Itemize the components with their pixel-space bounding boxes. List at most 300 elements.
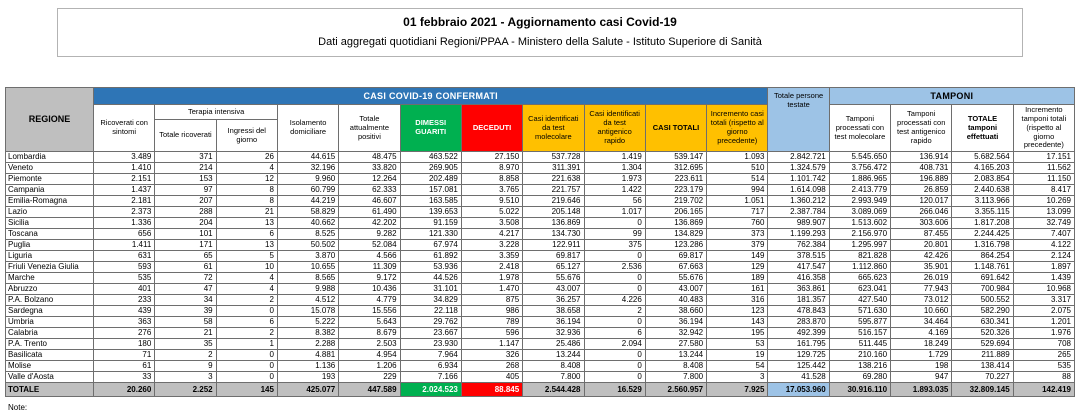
value-cell: 665.623 [829,273,890,284]
column-header-casi-molecolare: Casi identificati da test molecolare [523,105,584,152]
value-cell: 15.556 [339,306,400,317]
value-cell: 312.695 [645,163,706,174]
value-cell: 2 [216,328,277,339]
value-cell: 153 [155,174,216,185]
value-cell: 408.731 [891,163,952,174]
value-cell: 10.968 [1013,284,1074,295]
value-cell: 9.282 [339,229,400,240]
column-header-casi-totali: CASI TOTALI [645,105,706,152]
value-cell: 1.148.761 [952,262,1013,273]
value-cell: 61 [155,262,216,273]
value-cell: 138.216 [829,361,890,372]
value-cell: 27.580 [645,339,706,350]
value-cell: 7.925 [707,383,768,397]
value-cell: 73.012 [891,295,952,306]
value-cell: 1.295.997 [829,240,890,251]
value-cell: 593 [94,262,155,273]
value-cell: 7.166 [400,372,461,383]
table-row [6,207,1075,218]
value-cell: 171 [155,240,216,251]
value-cell: 416.358 [768,273,829,284]
value-cell: 58.829 [277,207,338,218]
table-row [6,163,1075,174]
value-cell: 20.260 [94,383,155,397]
value-cell: 11.309 [339,262,400,273]
value-cell: 65 [155,251,216,262]
value-cell: 69.280 [829,372,890,383]
value-cell: 120.017 [891,196,952,207]
value-cell: 700.984 [952,284,1013,295]
region-cell: P.A. Trento [6,339,94,350]
value-cell: 4.512 [277,295,338,306]
value-cell: 2.181 [94,196,155,207]
value-cell: 40.662 [277,218,338,229]
value-cell: 5.643 [339,317,400,328]
value-cell: 43.007 [645,284,706,295]
table-row [6,174,1075,185]
value-cell: 2.993.949 [829,196,890,207]
value-cell: 0 [584,317,645,328]
value-cell: 26.019 [891,273,952,284]
region-cell: P.A. Bolzano [6,295,94,306]
value-cell: 5 [216,251,277,262]
value-cell: 511.445 [829,339,890,350]
region-cell: Friuli Venezia Giulia [6,262,94,273]
value-cell: 88.845 [461,383,522,397]
value-cell: 53 [707,339,768,350]
value-cell: 55.676 [523,273,584,284]
value-cell: 630.341 [952,317,1013,328]
value-cell: 161 [707,284,768,295]
value-cell: 7.800 [645,372,706,383]
column-header-regione: REGIONE [6,88,94,152]
value-cell: 206.165 [645,207,706,218]
value-cell: 8 [216,185,277,196]
value-cell: 371 [155,152,216,163]
value-cell: 31.101 [400,284,461,295]
region-cell: TOTALE [6,383,94,397]
table-row [6,152,1075,163]
column-header-incremento-tamponi: Incremento tamponi totali (rispetto al giorno precedente) [1013,105,1074,152]
value-cell: 34 [155,295,216,306]
value-cell: 22.118 [400,306,461,317]
value-cell: 13 [216,218,277,229]
value-cell: 762.384 [768,240,829,251]
value-cell: 17.151 [1013,152,1074,163]
value-cell: 875 [461,295,522,306]
region-cell: Molise [6,361,94,372]
table-row [6,317,1075,328]
report-title: 01 febbraio 2021 - Aggiornamento casi Covid-19 [403,15,677,29]
value-cell: 2.544.428 [523,383,584,397]
column-header-tamponi-antigenico: Tamponi processati con test antigenico rapido [891,105,952,152]
value-cell: 29.762 [400,317,461,328]
value-cell: 401 [94,284,155,295]
column-header-dimessi-guariti: DIMESSI GUARITI [400,105,461,152]
value-cell: 3.355.115 [952,207,1013,218]
value-cell: 195 [707,328,768,339]
value-cell: 7.800 [523,372,584,383]
value-cell: 121.330 [400,229,461,240]
value-cell: 266.046 [891,207,952,218]
value-cell: 32.809.145 [952,383,1013,397]
value-cell: 61.490 [339,207,400,218]
value-cell: 50.502 [277,240,338,251]
value-cell: 8.417 [1013,185,1074,196]
group-header-tamponi: TAMPONI [829,88,1074,105]
value-cell: 6 [216,229,277,240]
value-cell: 221.638 [523,174,584,185]
value-cell: 67.974 [400,240,461,251]
value-cell: 4.217 [461,229,522,240]
value-cell: 2.503 [339,339,400,350]
value-cell: 0 [584,350,645,361]
value-cell: 316 [707,295,768,306]
value-cell: 514 [707,174,768,185]
value-cell: 265 [1013,350,1074,361]
region-cell: Piemonte [6,174,94,185]
value-cell: 44.615 [277,152,338,163]
value-cell: 1.419 [584,152,645,163]
value-cell: 42.426 [891,251,952,262]
value-cell: 0 [216,361,277,372]
value-cell: 3.756.472 [829,163,890,174]
column-header-isolamento-domiciliare: Isolamento domiciliare [277,105,338,152]
value-cell: 1.324.579 [768,163,829,174]
table-row [6,229,1075,240]
value-cell: 211.889 [952,350,1013,361]
value-cell: 58 [155,317,216,328]
value-cell: 61 [94,361,155,372]
value-cell: 4.881 [277,350,338,361]
value-cell: 1.886.965 [829,174,890,185]
value-cell: 125.442 [768,361,829,372]
value-cell: 3.317 [1013,295,1074,306]
report-header [57,8,1023,57]
value-cell: 0 [216,306,277,317]
value-cell: 3 [155,372,216,383]
value-cell: 4.169 [891,328,952,339]
value-cell: 2.288 [277,339,338,350]
value-cell: 8.565 [277,273,338,284]
value-cell: 42.202 [339,218,400,229]
value-cell: 789 [461,317,522,328]
value-cell: 210.160 [829,350,890,361]
value-cell: 994 [707,185,768,196]
value-cell: 20.801 [891,240,952,251]
value-cell: 38.658 [523,306,584,317]
value-cell: 3.228 [461,240,522,251]
table-row [6,284,1075,295]
value-cell: 1.817.208 [952,218,1013,229]
value-cell: 691.642 [952,273,1013,284]
value-cell: 53.936 [400,262,461,273]
value-cell: 38.660 [645,306,706,317]
value-cell: 99 [584,229,645,240]
value-cell: 864.254 [952,251,1013,262]
value-cell: 43.007 [523,284,584,295]
value-cell: 510 [707,163,768,174]
value-cell: 180 [94,339,155,350]
value-cell: 219.646 [523,196,584,207]
value-cell: 143 [707,317,768,328]
value-cell: 40.483 [645,295,706,306]
value-cell: 1.513.602 [829,218,890,229]
value-cell: 163.585 [400,196,461,207]
value-cell: 3.113.966 [952,196,1013,207]
covid-table [5,87,1075,397]
value-cell: 8.525 [277,229,338,240]
value-cell: 32.196 [277,163,338,174]
value-cell: 2.156.970 [829,229,890,240]
value-cell: 35.901 [891,262,952,273]
value-cell: 134.730 [523,229,584,240]
value-cell: 571.630 [829,306,890,317]
value-cell: 26 [216,152,277,163]
value-cell: 2.536 [584,262,645,273]
table-row [6,361,1075,372]
value-cell: 947 [891,372,952,383]
value-cell: 478.843 [768,306,829,317]
value-cell: 204 [155,218,216,229]
value-cell: 10.655 [277,262,338,273]
value-cell: 2.418 [461,262,522,273]
value-cell: 30.916.110 [829,383,890,397]
value-cell: 6.934 [400,361,461,372]
value-cell: 35 [155,339,216,350]
value-cell: 0 [584,284,645,295]
value-cell: 181.357 [768,295,829,306]
value-cell: 3 [707,372,768,383]
value-cell: 46.607 [339,196,400,207]
region-cell: Lazio [6,207,94,218]
table-row [6,185,1075,196]
value-cell: 631 [94,251,155,262]
value-cell: 55.676 [645,273,706,284]
value-cell: 492.399 [768,328,829,339]
value-cell: 136.869 [523,218,584,229]
table-row [6,339,1075,350]
value-cell: 233 [94,295,155,306]
value-cell: 3.089.069 [829,207,890,218]
value-cell: 136.914 [891,152,952,163]
table-row [6,350,1075,361]
table-row [6,273,1075,284]
value-cell: 989.907 [768,218,829,229]
value-cell: 5.682.564 [952,152,1013,163]
value-cell: 7.407 [1013,229,1074,240]
region-cell: Lombardia [6,152,94,163]
value-cell: 283.870 [768,317,829,328]
region-cell: Abruzzo [6,284,94,295]
value-cell: 1.206 [339,361,400,372]
value-cell: 417.547 [768,262,829,273]
value-cell: 0 [584,372,645,383]
value-cell: 4 [216,163,277,174]
table-row [6,372,1075,383]
value-cell: 2.244.425 [952,229,1013,240]
value-cell: 56 [584,196,645,207]
value-cell: 3.870 [277,251,338,262]
value-cell: 8.382 [277,328,338,339]
value-cell: 1.316.798 [952,240,1013,251]
value-cell: 4.165.203 [952,163,1013,174]
group-header-casi-confermati: CASI COVID-19 CONFERMATI [94,88,768,105]
value-cell: 2.151 [94,174,155,185]
value-cell: 4.566 [339,251,400,262]
value-cell: 13 [216,240,277,251]
value-cell: 1 [216,339,277,350]
value-cell: 54 [707,361,768,372]
value-cell: 2.387.784 [768,207,829,218]
value-cell: 60.799 [277,185,338,196]
value-cell: 1.897 [1013,262,1074,273]
note-label: Note: [8,403,28,413]
value-cell: 1.422 [584,185,645,196]
value-cell: 23.930 [400,339,461,350]
value-cell: 3.359 [461,251,522,262]
value-cell: 1.978 [461,273,522,284]
value-cell: 268 [461,361,522,372]
value-cell: 4.122 [1013,240,1074,251]
value-cell: 986 [461,306,522,317]
value-cell: 4 [216,284,277,295]
value-cell: 138.414 [952,361,1013,372]
value-cell: 4 [216,273,277,284]
value-cell: 34.464 [891,317,952,328]
value-cell: 595.877 [829,317,890,328]
value-cell: 1.976 [1013,328,1074,339]
value-cell: 139.653 [400,207,461,218]
value-cell: 27.150 [461,152,522,163]
value-cell: 5.022 [461,207,522,218]
value-cell: 311.391 [523,163,584,174]
value-cell: 97 [155,185,216,196]
table-row [6,328,1075,339]
table-row [6,306,1075,317]
value-cell: 2.252 [155,383,216,397]
value-cell: 36.194 [645,317,706,328]
value-cell: 760 [707,218,768,229]
value-cell: 427.540 [829,295,890,306]
value-cell: 13.244 [645,350,706,361]
value-cell: 535 [94,273,155,284]
value-cell: 145 [216,383,277,397]
region-cell: Liguria [6,251,94,262]
value-cell: 2 [155,350,216,361]
value-cell: 91.159 [400,218,461,229]
region-cell: Valle d'Aosta [6,372,94,383]
value-cell: 47 [155,284,216,295]
value-cell: 1.411 [94,240,155,251]
value-cell: 269.905 [400,163,461,174]
value-cell: 12 [216,174,277,185]
column-header-deceduti: DECEDUTI [461,105,522,152]
region-cell: Calabria [6,328,94,339]
value-cell: 8 [216,196,277,207]
value-cell: 71 [94,350,155,361]
region-cell: Sardegna [6,306,94,317]
table-row [6,240,1075,251]
value-cell: 1.893.035 [891,383,952,397]
value-cell: 214 [155,163,216,174]
value-cell: 52.084 [339,240,400,251]
value-cell: 193 [277,372,338,383]
value-cell: 529.694 [952,339,1013,350]
value-cell: 9.988 [277,284,338,295]
value-cell: 1.439 [1013,273,1074,284]
value-cell: 6 [584,328,645,339]
value-cell: 13.099 [1013,207,1074,218]
value-cell: 21 [155,328,216,339]
value-cell: 26.859 [891,185,952,196]
column-header-terapia-intensiva: Terapia intensiva [155,105,278,120]
value-cell: 44.526 [400,273,461,284]
value-cell: 379 [707,240,768,251]
value-cell: 439 [94,306,155,317]
column-header-totale-ricoverati: Totale ricoverati [155,120,216,152]
region-cell: Umbria [6,317,94,328]
value-cell: 2 [216,295,277,306]
value-cell: 219.702 [645,196,706,207]
value-cell: 8.970 [461,163,522,174]
value-cell: 149 [707,251,768,262]
value-cell: 2.560.957 [645,383,706,397]
column-header-totale-tamponi: TOTALE tamponi effettuati [952,105,1013,152]
value-cell: 1.201 [1013,317,1074,328]
value-cell: 39 [155,306,216,317]
region-cell: Emilia-Romagna [6,196,94,207]
value-cell: 32.942 [645,328,706,339]
value-cell: 48.475 [339,152,400,163]
column-header-incremento-casi: Incremento casi totali (rispetto al giorno precedente) [707,105,768,152]
value-cell: 77.943 [891,284,952,295]
value-cell: 4.779 [339,295,400,306]
table-row [6,218,1075,229]
value-cell: 821.828 [829,251,890,262]
value-cell: 373 [707,229,768,240]
region-cell: Toscana [6,229,94,240]
value-cell: 0 [216,350,277,361]
value-cell: 656 [94,229,155,240]
column-header-tamponi-molecolare: Tamponi processati con test molecolare [829,105,890,152]
value-cell: 9.960 [277,174,338,185]
value-cell: 198 [891,361,952,372]
value-cell: 5.545.650 [829,152,890,163]
value-cell: 2 [584,306,645,317]
table-row [6,196,1075,207]
value-cell: 520.326 [952,328,1013,339]
value-cell: 189 [707,273,768,284]
value-cell: 223.611 [645,174,706,185]
value-cell: 1.973 [584,174,645,185]
total-row [6,383,1075,397]
value-cell: 0 [584,218,645,229]
value-cell: 537.728 [523,152,584,163]
value-cell: 36.194 [523,317,584,328]
value-cell: 4.226 [584,295,645,306]
value-cell: 122.911 [523,240,584,251]
value-cell: 10.269 [1013,196,1074,207]
value-cell: 288 [155,207,216,218]
value-cell: 23.667 [400,328,461,339]
value-cell: 10.436 [339,284,400,295]
value-cell: 161.795 [768,339,829,350]
value-cell: 1.304 [584,163,645,174]
value-cell: 326 [461,350,522,361]
report-subtitle: Dati aggregati quotidiani Regioni/PPAA - Ministero della Salute - Istituto Superiore di Sanità [318,36,762,48]
value-cell: 0 [584,361,645,372]
